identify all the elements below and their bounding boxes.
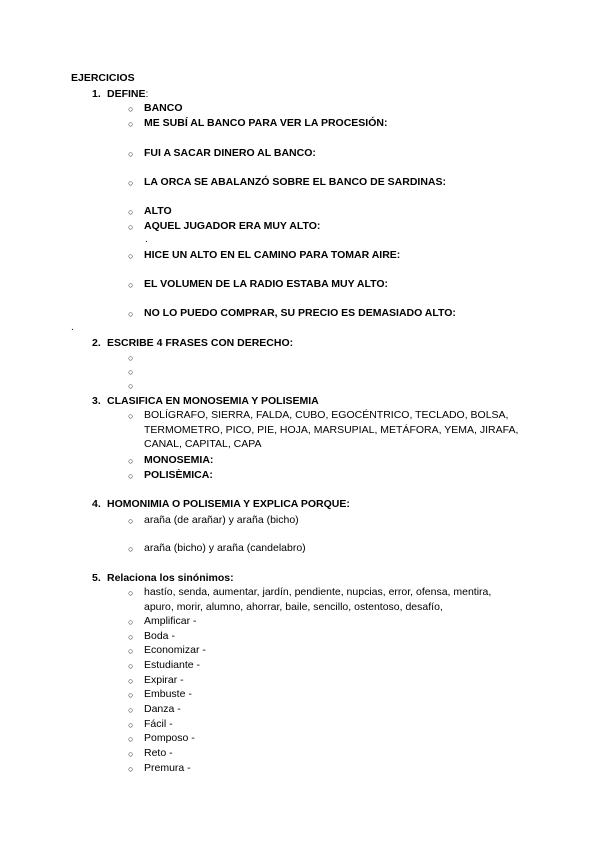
bullet-icon: ○ bbox=[128, 705, 134, 715]
stray-dot: . bbox=[145, 234, 148, 245]
s4-item-1: araña (de arañar) y araña (bicho) bbox=[144, 514, 299, 526]
bullet-icon: ○ bbox=[128, 544, 134, 554]
s5-item-danza: Danza - bbox=[144, 703, 181, 715]
bullet-icon: ○ bbox=[128, 764, 134, 774]
s5-synonym-list: hastío, senda, aumentar, jardín, pendiente, nupcias, error, ofensa, mentira, apuro, morir, alumno, ahorrar, baile, sencillo, ostentoso, desafío, bbox=[144, 586, 492, 613]
bullet-icon: ○ bbox=[128, 207, 134, 217]
s5-item-pomposo: Pomposo - bbox=[144, 732, 195, 744]
bullet-icon: ○ bbox=[128, 367, 134, 377]
s5-item-premura: Premura - bbox=[144, 762, 191, 774]
bullet-icon: ○ bbox=[128, 222, 134, 232]
bullet-icon: ○ bbox=[128, 734, 134, 744]
bullet-icon: ○ bbox=[128, 516, 134, 526]
bullet-icon: ○ bbox=[128, 676, 134, 686]
section-1-heading-suffix: : bbox=[145, 88, 149, 100]
bullet-icon: ○ bbox=[128, 646, 134, 656]
section-3-heading-text: CLASIFICA EN MONOSEMIA Y POLISEMIA bbox=[107, 395, 319, 407]
s5-item-economizar: Economizar - bbox=[144, 644, 206, 656]
section-3-number: 3. bbox=[92, 395, 101, 407]
bullet-icon: ○ bbox=[128, 720, 134, 730]
bullet-icon: ○ bbox=[128, 456, 134, 466]
bullet-icon: ○ bbox=[128, 119, 134, 129]
section-5-heading-text: Relaciona los sinónimos: bbox=[107, 572, 234, 584]
bullet-icon: ○ bbox=[128, 749, 134, 759]
section-3-heading bbox=[107, 395, 319, 407]
section-4-heading-text: HOMONIMIA O POLISEMIA Y EXPLICA PORQUE: bbox=[107, 498, 350, 510]
section-1-heading bbox=[107, 88, 148, 100]
bullet-icon: ○ bbox=[128, 690, 134, 700]
s3-item-polisemica: POLISÈMICA: bbox=[144, 469, 213, 481]
bullet-icon: ○ bbox=[128, 617, 134, 627]
s5-item-facil: Fácil - bbox=[144, 718, 173, 730]
s1-item-3: FUI A SACAR DINERO AL BANCO: bbox=[144, 147, 316, 159]
s1-item-7: HICE UN ALTO EN EL CAMINO PARA TOMAR AIRE: bbox=[144, 249, 401, 261]
section-2-heading bbox=[107, 337, 293, 349]
s3-item-monosemia: MONOSEMIA: bbox=[144, 454, 214, 466]
bullet-icon: ○ bbox=[128, 661, 134, 671]
s5-item-expirar: Expirar - bbox=[144, 674, 184, 686]
s1-item-2: ME SUBÍ AL BANCO PARA VER LA PROCESIÓN: bbox=[144, 117, 388, 129]
bullet-icon: ○ bbox=[128, 251, 134, 261]
section-4-heading bbox=[107, 498, 350, 510]
bullet-icon: ○ bbox=[128, 149, 134, 159]
s1-item-9: NO LO PUEDO COMPRAR, SU PRECIO ES DEMASIADO ALTO: bbox=[144, 307, 456, 319]
section-5-heading bbox=[107, 572, 234, 584]
s1-item-1: BANCO bbox=[144, 102, 183, 114]
s1-item-5: ALTO bbox=[144, 205, 172, 217]
s5-item-estudiante: Estudiante - bbox=[144, 659, 201, 671]
bullet-icon: ○ bbox=[128, 309, 134, 319]
bullet-icon: ○ bbox=[128, 353, 134, 363]
section-2-heading-text: ESCRIBE 4 FRASES CON DERECHO: bbox=[107, 337, 294, 349]
s3-word-list: BOLÍGRAFO, SIERRA, FALDA, CUBO, EGOCÉNTRICO, TECLADO, BOLSA, TERMOMETRO, PICO, PIE, HOJA, MARSUPIAL, METÁFORA, YEMA, JIRAFA, CANAL, CAPITAL, CAPA bbox=[144, 409, 519, 451]
s4-item-2: araña (bicho) y araña (candelabro) bbox=[144, 542, 306, 554]
s1-item-8: EL VOLUMEN DE LA RADIO ESTABA MUY ALTO: bbox=[144, 278, 389, 290]
bullet-icon: ○ bbox=[128, 411, 134, 421]
s5-item-reto: Reto - bbox=[144, 747, 173, 759]
bullet-icon: ○ bbox=[128, 381, 134, 391]
document-title: EJERCICIOS bbox=[71, 72, 135, 84]
s5-item-embuste: Embuste - bbox=[144, 688, 192, 700]
section-1-number: 1. bbox=[92, 88, 101, 100]
bullet-icon: ○ bbox=[128, 471, 134, 481]
s5-item-amplificar: Amplificar - bbox=[144, 615, 197, 627]
bullet-icon: ○ bbox=[128, 104, 134, 114]
stray-dot: . bbox=[71, 322, 74, 333]
bullet-icon: ○ bbox=[128, 178, 134, 188]
section-1-heading-text: DEFINE bbox=[107, 88, 146, 100]
bullet-icon: ○ bbox=[128, 280, 134, 290]
s1-item-4: LA ORCA SE ABALANZÓ SOBRE EL BANCO DE SARDINAS: bbox=[144, 176, 446, 188]
s1-item-6: AQUEL JUGADOR ERA MUY ALTO: bbox=[144, 220, 321, 232]
bullet-icon: ○ bbox=[128, 588, 134, 598]
section-4-number: 4. bbox=[92, 498, 101, 510]
s5-item-boda: Boda - bbox=[144, 630, 175, 642]
section-2-number: 2. bbox=[92, 337, 101, 349]
section-5-number: 5. bbox=[92, 572, 101, 584]
bullet-icon: ○ bbox=[128, 632, 134, 642]
